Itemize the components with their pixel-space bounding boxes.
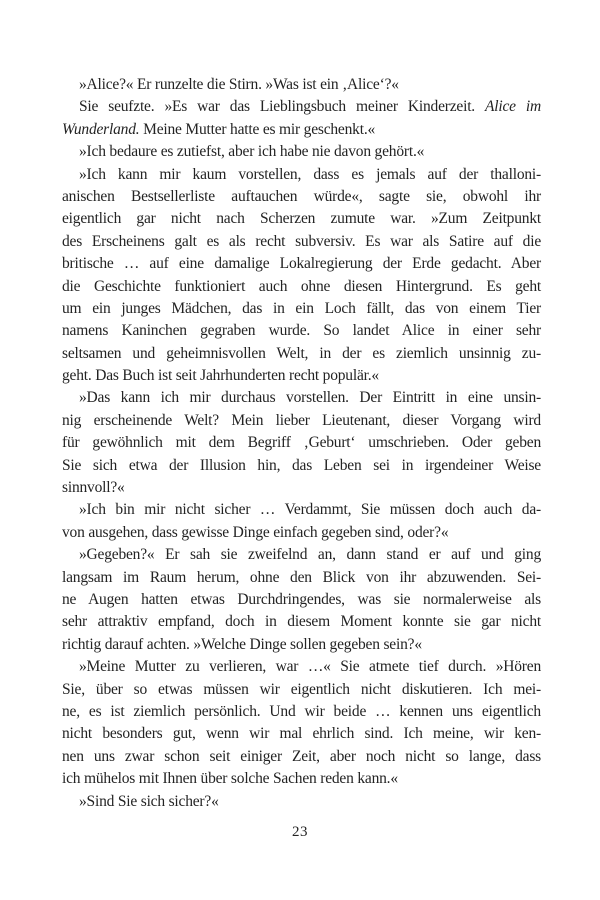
text-segment: namens Kaninchen gegraben wurde. So landet Alice in einer sehr <box>62 322 541 340</box>
text-segment: »Alice?« Er runzelte die Stirn. »Was ist ein ‚Alice‘?« <box>79 76 399 93</box>
page-text <box>62 74 541 813</box>
text-line <box>62 96 541 118</box>
page-number: 23 <box>292 824 308 840</box>
text-segment: sehr attraktiv empfand, doch in diesem Moment konnte sie gar nicht <box>62 613 541 631</box>
text-segment: Sie sich etwa der Illusion hin, das Leben sei in irgendeiner Weise <box>62 456 541 474</box>
text-segment: »Ich kann mir kaum vorstellen, dass es jemals auf der thalloni- <box>79 165 541 183</box>
text-line <box>62 499 541 521</box>
text-segment: um ein junges Mädchen, das in ein Loch fällt, das von einem Tier <box>62 299 541 317</box>
text-segment: ne Augen hatten etwas Durchdringendes, was sie normalerweise als <box>62 590 541 608</box>
text-line <box>62 276 541 298</box>
text-line <box>62 611 541 633</box>
text-segment: von ausgehen, dass gewisse Dinge einfach gegeben sind, oder?« <box>62 523 449 541</box>
text-line <box>62 231 541 253</box>
text-segment: Sie, über so etwas müssen wir eigentlich nicht diskutieren. Ich mei- <box>62 680 541 698</box>
text-line <box>62 320 541 342</box>
text-line <box>62 768 541 790</box>
text-segment: »Das kann ich mir durchaus vorstellen. Der Eintritt in eine unsin- <box>79 389 541 407</box>
text-line <box>62 522 541 544</box>
text-segment: seltsamen und geheimnisvollen Welt, in der es ziemlich unsinnig zu- <box>62 344 541 362</box>
text-segment: ich mühelos mit Ihnen über solche Sachen reden kann.« <box>62 770 398 788</box>
text-segment: »Ich bedaure es zutiefst, aber ich habe nie davon gehört.« <box>79 143 425 161</box>
text-segment: geht. Das Buch ist seit Jahrhunderten recht populär.« <box>62 367 379 385</box>
text-line <box>62 141 541 163</box>
text-line <box>62 589 541 611</box>
text-segment: britische … auf eine damalige Lokalregierung der Erde gedacht. Aber <box>62 255 541 273</box>
text-segment: langsam im Raum herum, ohne den Blick von ihr abzuwenden. Sei- <box>62 568 541 586</box>
text-line <box>62 634 541 656</box>
text-segment: des Erscheinens galt es als recht subversiv. Es war als Satire auf die <box>62 232 541 250</box>
text-line <box>62 791 541 813</box>
text-line <box>62 343 541 365</box>
text-line <box>62 74 541 96</box>
text-line <box>62 410 541 432</box>
text-line <box>62 208 541 230</box>
text-segment: für gewöhnlich mit dem Begriff ‚Geburt‘ umschrieben. Oder geben <box>62 434 541 452</box>
text-segment: nen uns zwar schon seit einiger Zeit, aber noch nicht so lange, dass <box>62 747 541 765</box>
text-line <box>62 387 541 409</box>
text-segment: Sie seufzte. »Es war das Lieblingsbuch meiner Kinderzeit. <box>79 98 486 116</box>
text-segment: ne, es ist ziemlich persönlich. Und wir beide … kennen uns eigentlich <box>62 702 541 720</box>
text-segment: sinnvoll?« <box>62 479 125 497</box>
text-segment: »Ich bin mir nicht sicher … Verdammt, Sie müssen doch auch da- <box>79 501 541 519</box>
text-segment: »Sind Sie sich sicher?« <box>79 792 219 810</box>
text-line <box>62 679 541 701</box>
text-line <box>62 455 541 477</box>
text-line <box>62 723 541 745</box>
text-segment: eigentlich gar nicht nach Scherzen zumute war. »Zum Zeitpunkt <box>62 210 541 228</box>
text-segment: »Meine Mutter zu verlieren, war …« Sie atmete tief durch. »Hören <box>79 658 541 676</box>
text-line <box>62 656 541 678</box>
text-line <box>62 119 541 141</box>
text-line <box>62 567 541 589</box>
text-segment: nig erscheinende Welt? Mein lieber Lieutenant, dieser Vorgang wird <box>62 411 541 429</box>
text-segment: richtig darauf achten. »Welche Dinge sollen gegeben sein?« <box>62 635 422 653</box>
text-line <box>62 186 541 208</box>
book-title-italic: Alice im <box>485 98 541 116</box>
text-segment: nicht besonders gut, wenn wir mal ehrlich sind. Ich meine, wir ken- <box>62 725 541 743</box>
text-line <box>62 701 541 723</box>
text-line <box>62 298 541 320</box>
text-segment: »Gegeben?« Er sah sie zweifelnd an, dann stand er auf und ging <box>79 546 541 564</box>
text-line <box>62 253 541 275</box>
text-segment: anischen Bestsellerliste auftauchen würde«, sagte sie, obwohl ihr <box>62 187 541 205</box>
text-line <box>62 164 541 186</box>
text-segment: die Geschichte funktioniert auch ohne diesen Hintergrund. Es geht <box>62 277 541 295</box>
text-line <box>62 477 541 499</box>
text-line <box>62 365 541 387</box>
text-line <box>62 432 541 454</box>
text-line <box>62 544 541 566</box>
text-line <box>62 746 541 768</box>
book-title-italic: Wunderland. <box>62 120 140 138</box>
text-segment: Meine Mutter hatte es mir geschenkt.« <box>139 120 376 138</box>
